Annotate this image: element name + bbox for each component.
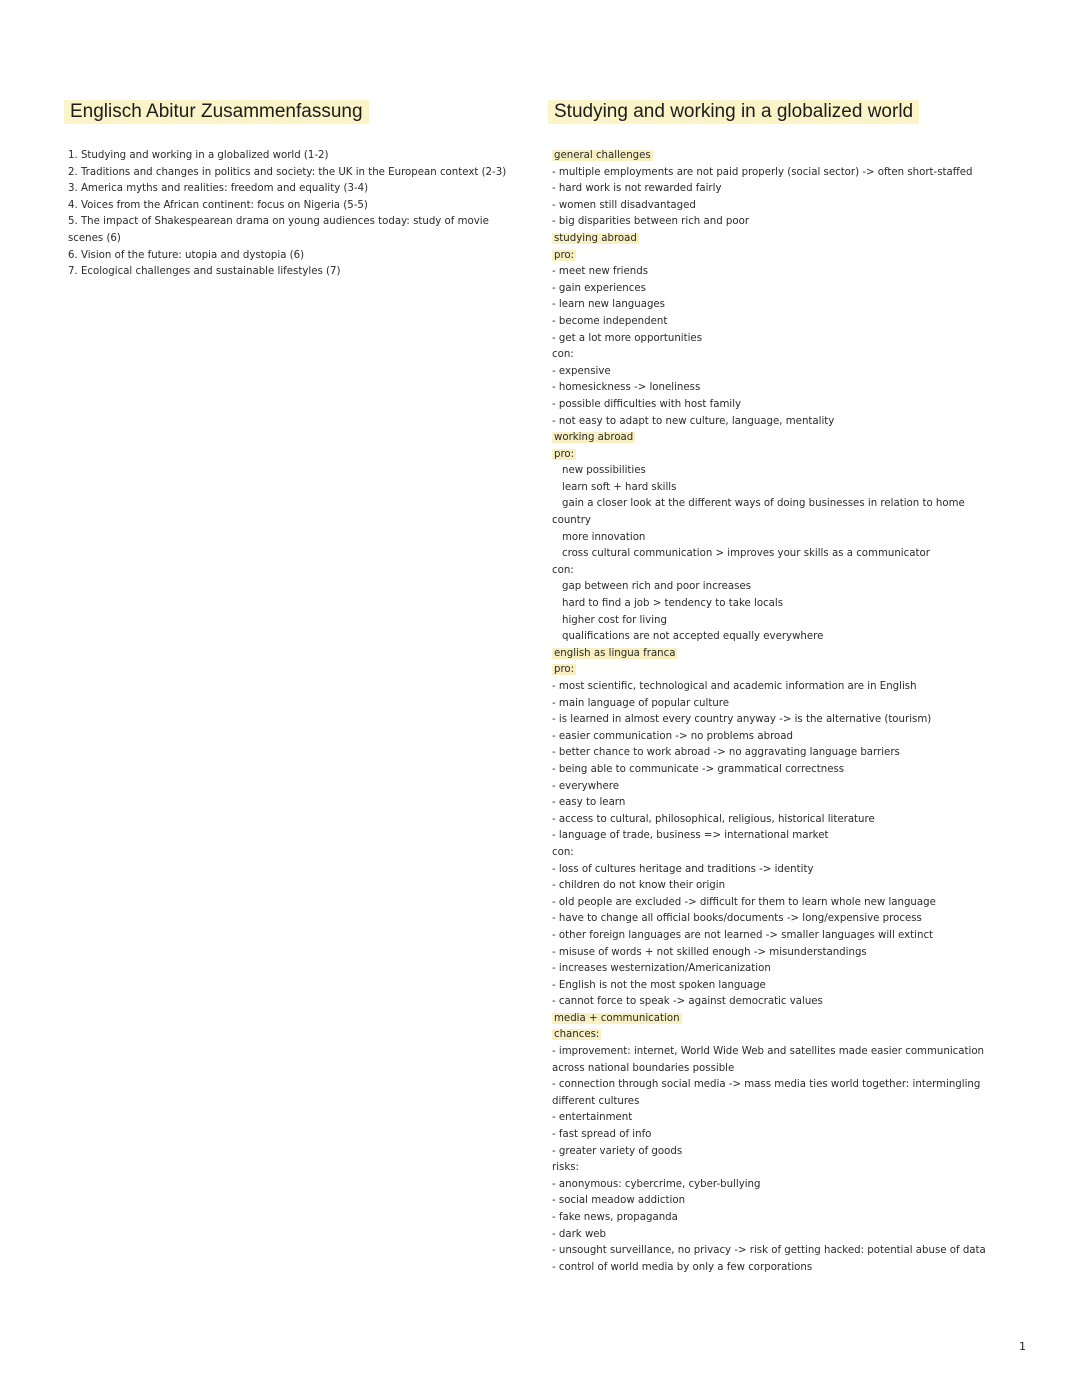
list-label: risks: bbox=[552, 1162, 579, 1174]
page-number: 1 bbox=[1019, 1340, 1026, 1353]
list-item: - improvement: internet, World Wide Web and satellites made easier communication across national boundaries possible bbox=[552, 1046, 985, 1074]
section-heading-text: working abroad bbox=[554, 432, 634, 444]
list-item: - learn new languages bbox=[552, 299, 665, 311]
list-item: - multiple employments are not paid properly (social sector) -> often short-staffed bbox=[552, 166, 973, 178]
list-item: - children do not know their origin bbox=[552, 880, 726, 892]
list-item: - not easy to adapt to new culture, language, mentality bbox=[552, 415, 835, 427]
list-item: - old people are excluded -> difficult for them to learn whole new language bbox=[552, 896, 936, 908]
list-item: - unsought surveillance, no privacy -> risk of getting hacked: potential abuse of data bbox=[552, 1245, 986, 1257]
list-item: - misuse of words + not skilled enough -> misunderstandings bbox=[552, 946, 867, 958]
toc-item: 5. The impact of Shakespearean drama on young audiences today: study of movie scenes (6) bbox=[68, 216, 489, 244]
list-item: - other foreign languages are not learned -> smaller languages will extinct bbox=[552, 929, 934, 941]
list-label: con: bbox=[552, 564, 574, 576]
list-item: - meet new friends bbox=[552, 266, 649, 278]
list-item: - most scientific, technological and academic information are in English bbox=[552, 681, 917, 692]
list-item: qualifications are not accepted equally everywhere bbox=[562, 631, 824, 643]
list-item: - social meadow addiction bbox=[552, 1195, 686, 1207]
list-item: - everywhere bbox=[552, 780, 619, 792]
notes-content bbox=[552, 148, 1008, 1276]
section-heading-text: pro: bbox=[554, 448, 575, 460]
list-item: cross cultural communication > improves your skills as a communicator bbox=[562, 548, 930, 560]
list-item: - have to change all official books/documents -> long/expensive process bbox=[552, 913, 922, 925]
list-item: - is learned in almost every country anyway -> is the alternative (tourism) bbox=[552, 714, 932, 726]
list-item: - dark web bbox=[552, 1228, 607, 1240]
list-item: - homesickness -> loneliness bbox=[552, 382, 701, 394]
list-item: hard to find a job > tendency to take locals bbox=[562, 598, 784, 610]
list-label: con: bbox=[552, 846, 574, 858]
section-heading bbox=[552, 248, 1008, 265]
list-item: - better chance to work abroad -> no aggravating language barriers bbox=[552, 747, 900, 759]
section-heading-text: general challenges bbox=[554, 150, 651, 161]
toc-item: 4. Voices from the African continent: focus on Nigeria (5-5) bbox=[68, 199, 368, 211]
section-heading-text: chances: bbox=[554, 1029, 600, 1041]
section-heading bbox=[552, 1027, 1008, 1044]
table-of-contents bbox=[68, 148, 508, 281]
section-heading bbox=[552, 231, 1008, 248]
list-item: country bbox=[552, 515, 591, 527]
list-item: gain a closer look at the different ways of doing businesses in relation to home bbox=[562, 498, 965, 510]
section-heading-text: media + communication bbox=[554, 1012, 680, 1024]
list-item: more innovation bbox=[562, 531, 646, 543]
list-item: - women still disadvantaged bbox=[552, 199, 696, 211]
list-item: - connection through social media -> mass media ties world together: intermingling different cultures bbox=[552, 1079, 981, 1107]
list-item: - increases westernization/Americanization bbox=[552, 963, 771, 975]
list-item: - English is not the most spoken language bbox=[552, 979, 766, 991]
list-item: - get a lot more opportunities bbox=[552, 332, 703, 344]
list-item: - entertainment bbox=[552, 1112, 633, 1124]
list-item: - possible difficulties with host family bbox=[552, 398, 742, 410]
list-item: - fake news, propaganda bbox=[552, 1212, 678, 1223]
section-heading bbox=[552, 662, 1008, 679]
page-title: Englisch Abitur Zusammenfassung bbox=[64, 100, 369, 124]
toc-item: 1. Studying and working in a globalized world (1-2) bbox=[68, 150, 329, 161]
list-item: gap between rich and poor increases bbox=[562, 581, 752, 593]
list-item: new possibilities bbox=[562, 465, 646, 477]
section-heading bbox=[552, 1011, 1008, 1028]
section-heading-text: pro: bbox=[554, 249, 575, 261]
section-heading bbox=[552, 646, 1008, 663]
list-item: - easy to learn bbox=[552, 797, 626, 809]
list-item: - hard work is not rewarded fairly bbox=[552, 183, 722, 195]
list-item: - control of world media by only a few corporations bbox=[552, 1261, 813, 1273]
list-item: - cannot force to speak -> against democratic values bbox=[552, 996, 823, 1008]
list-item: - become independent bbox=[552, 315, 668, 327]
section-heading bbox=[552, 430, 1008, 447]
section-heading-text: english as lingua franca bbox=[554, 647, 676, 659]
toc-item: 3. America myths and realities: freedom and equality (3-4) bbox=[68, 183, 369, 195]
section-heading bbox=[552, 148, 1008, 165]
toc-item: 6. Vision of the future: utopia and dystopia (6) bbox=[68, 249, 305, 261]
section-heading-text: studying abroad bbox=[554, 232, 637, 244]
list-item: - expensive bbox=[552, 365, 611, 377]
toc-item: 2. Traditions and changes in politics and society: the UK in the European context (2-3) bbox=[68, 166, 507, 178]
list-item: - main language of popular culture bbox=[552, 697, 730, 709]
list-item: - anonymous: cybercrime, cyber-bullying bbox=[552, 1178, 761, 1190]
list-item: - big disparities between rich and poor bbox=[552, 216, 750, 228]
toc-item: 7. Ecological challenges and sustainable lifestyles (7) bbox=[68, 266, 341, 278]
section-title: Studying and working in a globalized world bbox=[548, 100, 919, 124]
list-item: - gain experiences bbox=[552, 282, 646, 294]
list-label: con: bbox=[552, 349, 574, 361]
list-item: - easier communication -> no problems abroad bbox=[552, 730, 793, 742]
list-item: - greater variety of goods bbox=[552, 1145, 683, 1157]
list-item: learn soft + hard skills bbox=[562, 481, 677, 493]
list-item: - being able to communicate -> grammatical correctness bbox=[552, 763, 845, 775]
section-heading-text: pro: bbox=[554, 664, 575, 676]
section-heading bbox=[552, 447, 1008, 464]
list-item: - fast spread of info bbox=[552, 1129, 652, 1141]
list-item: - loss of cultures heritage and traditions -> identity bbox=[552, 863, 814, 875]
list-item: higher cost for living bbox=[562, 614, 667, 626]
list-item: - access to cultural, philosophical, religious, historical literature bbox=[552, 813, 875, 825]
list-item: - language of trade, business => international market bbox=[552, 830, 829, 842]
